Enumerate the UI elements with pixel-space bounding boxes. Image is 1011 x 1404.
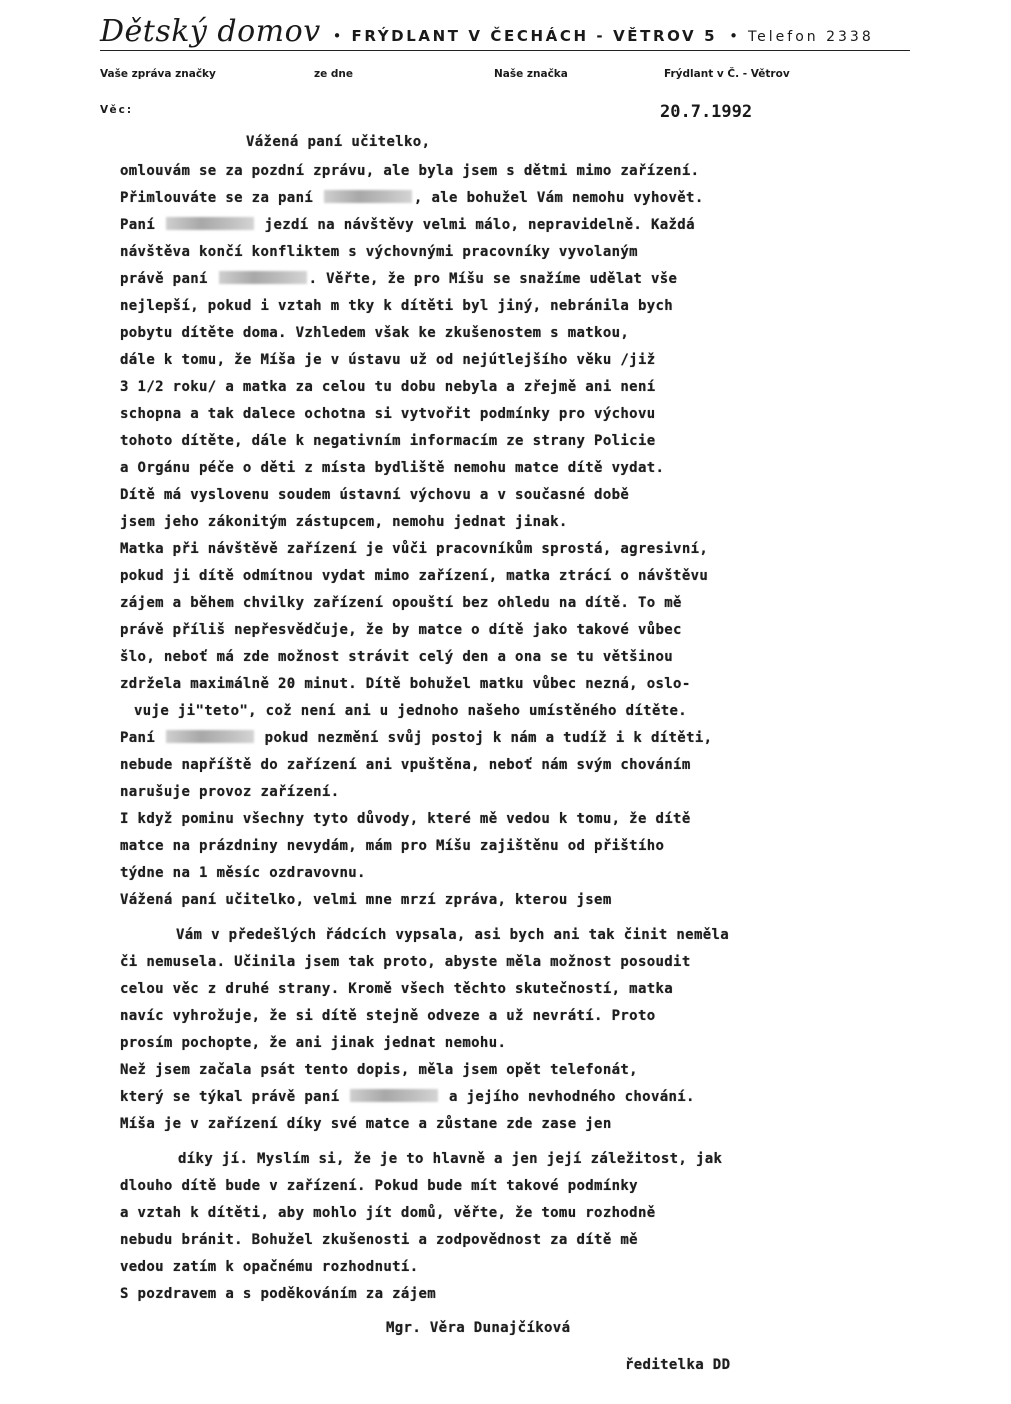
field-subject: Věc: [100, 104, 134, 116]
letter-line [120, 838, 664, 854]
line-text: jsem jeho zákonitým zástupcem, nemohu jednat jinak. [120, 514, 568, 530]
letter-line [386, 1320, 570, 1336]
letter-line [120, 1178, 638, 1194]
letter-line [120, 649, 673, 665]
line-text: Vážená paní učitelko, velmi mne mrzí zpráva, kterou jsem [120, 892, 612, 908]
line-text: pokud nezmění svůj postoj k nám a tudíž i k dítěti, [255, 730, 713, 746]
line-text: Paní [120, 730, 164, 746]
line-text: pobytu dítěte doma. Vzhledem však ke zkušenostem s matkou, [120, 325, 630, 341]
line-text: nejlepší, pokud i vztah m tky k dítěti byl jiný, nebránila bych [120, 298, 674, 314]
letter-line [120, 163, 699, 179]
line-text: prosím pochopte, že ani jinak jednat nemohu. [120, 1035, 507, 1051]
line-text: Matka při návštěvě zařízení je vůči pracovníkům sprostá, agresivní, [120, 541, 709, 557]
letter-line [246, 134, 430, 150]
line-text: vuje ji"teto", což není ani u jednoho našeho umístěného dítěte. [134, 703, 688, 719]
letter-line [120, 568, 708, 584]
letter-line [120, 757, 691, 773]
line-text: navíc vyhrožuje, že si dítě stejně odveze a už nevrátí. Proto [120, 1008, 656, 1024]
letter-line [120, 487, 629, 503]
letter-line [120, 1259, 418, 1275]
line-text: celou věc z druhé strany. Kromě všech těchto skutečností, matka [120, 981, 674, 997]
letter-line [120, 892, 612, 908]
letter-line [120, 1232, 638, 1248]
letter-line [178, 1151, 722, 1167]
letter-line [120, 325, 629, 341]
line-text: šlo, neboť má zde možnost strávit celý den a ona se tu většinou [120, 649, 674, 665]
line-text: a jejího nevhodného chování. [440, 1089, 695, 1105]
separator-dot: • [729, 27, 738, 45]
letter-line [120, 1116, 612, 1132]
line-text: návštěva končí konfliktem s výchovnými pracovníky vyvolaným [120, 244, 638, 260]
letter-line [120, 1008, 656, 1024]
letter-line [120, 1205, 656, 1221]
letter-line [120, 379, 656, 395]
line-text: či nemusela. Učinila jsem tak proto, abyste měla možnost posoudit [120, 954, 691, 970]
line-text: jezdí na návštěvy velmi málo, nepravidelně. Každá [255, 217, 695, 233]
redacted-name [219, 271, 307, 284]
line-text: ředitelka DD [625, 1357, 731, 1373]
letterhead [100, 14, 910, 51]
line-text: Vám v předešlých řádcích vypsala, asi bych ani tak činit neměla [176, 927, 730, 943]
line-text: Vážená paní učitelko, [246, 134, 431, 150]
letter-line [120, 271, 677, 287]
letter-line [625, 1357, 730, 1373]
line-text: a Orgánu péče o děti z místa bydliště nemohu matce dítě vydat. [120, 460, 665, 476]
line-text: právě paní [120, 271, 217, 287]
line-text: omlouvám se za pozdní zprávu, ale byla jsem s dětmi mimo zařízení. [120, 163, 700, 179]
letter-line [120, 244, 638, 260]
line-text: 3 1/2 roku/ a matka za celou tu dobu nebyla a zřejmě ani není [120, 379, 656, 395]
letter-line [176, 927, 729, 943]
letter-line [120, 190, 704, 206]
line-text: který se týkal právě paní [120, 1089, 349, 1105]
letter-line [120, 406, 656, 422]
line-text: vedou zatím k opačnému rozhodnutí. [120, 1259, 419, 1275]
line-text: zájem a během chvilky zařízení opouští bez ohledu na dítě. To mě [120, 595, 682, 611]
line-text: , ale bohužel Vám nemohu vyhovět. [413, 190, 704, 206]
line-text: narušuje provoz zařízení. [120, 784, 340, 800]
letter-line [120, 981, 673, 997]
line-text: dále k tomu, že Míša je v ústavu už od nejútlejšího věku /již [120, 352, 656, 368]
line-text: Paní [120, 217, 164, 233]
redacted-name [350, 1089, 438, 1102]
line-text: I když pominu všechny tyto důvody, které mě vedou k tomu, že dítě [120, 811, 691, 827]
line-text: Mgr. Věra Dunajčíková [386, 1320, 571, 1336]
letter-line [134, 703, 687, 719]
letter-line [120, 217, 695, 233]
line-text: díky jí. Myslím si, že je to hlavně a jen její záležitost, jak [178, 1151, 723, 1167]
line-text: týdne na 1 měsíc ozdravovnu. [120, 865, 366, 881]
letter-line [120, 1286, 436, 1302]
line-text: S pozdravem a s poděkováním za zájem [120, 1286, 437, 1302]
letter-line [120, 1035, 506, 1051]
letter-line [120, 784, 339, 800]
letter-line [120, 352, 656, 368]
letter-line [120, 622, 682, 638]
redacted-name [166, 217, 254, 230]
letter-line [120, 811, 691, 827]
line-text: Dítě má vyslovenu soudem ústavní výchovu a v současné době [120, 487, 630, 503]
redacted-name [166, 730, 254, 743]
redacted-name [324, 190, 412, 203]
line-text: nebudu bránit. Bohužel zkušenosti a zodpovědnost za dítě mě [120, 1232, 638, 1248]
line-text: právě příliš nepřesvědčuje, že by matce o dítě jako takové vůbec [120, 622, 682, 638]
letter-date: 20.7.1992 [660, 102, 753, 122]
field-our-ref: Naše značka [494, 68, 568, 80]
line-text: tohoto dítěte, dále k negativním informacím ze strany Policie [120, 433, 656, 449]
letter-line [120, 595, 682, 611]
line-text: . Věřte, že pro Míšu se snažíme udělat vše [308, 271, 678, 287]
field-of-date: ze dne [314, 68, 354, 80]
institution-address: FRÝDLANT V ČECHÁCH - VĚTROV 5 [351, 27, 718, 45]
line-text: schopna a tak dalece ochotna si vytvořit podmínky pro výchovu [120, 406, 656, 422]
line-text: dlouho dítě bude v zařízení. Pokud bude mít takové podmínky [120, 1178, 638, 1194]
letter-line [120, 298, 673, 314]
field-your-ref: Vaše zpráva značky [100, 68, 216, 80]
letter-line [120, 460, 664, 476]
letter-line [120, 433, 656, 449]
line-text: Než jsem začala psát tento dopis, měla jsem opět telefonát, [120, 1062, 638, 1078]
letter-line [120, 1062, 638, 1078]
institution-phone: Telefon 2338 [747, 29, 874, 45]
letter-line [120, 1089, 695, 1105]
letter-line [120, 730, 712, 746]
letter-line [120, 954, 691, 970]
line-text: Přimlouváte se za paní [120, 190, 322, 206]
letter-line [120, 541, 708, 557]
line-text: nebude napříště do zařízení ani vpuštěna, neboť nám svým chováním [120, 757, 691, 773]
line-text: a vztah k dítěti, aby mohlo jít domů, věřte, že tomu rozhodně [120, 1205, 656, 1221]
line-text: Míša je v zařízení díky své matce a zůstane zde zase jen [120, 1116, 612, 1132]
line-text: pokud ji dítě odmítnou vydat mimo zařízení, matka ztrácí o návštěvu [120, 568, 709, 584]
letter-line [120, 865, 366, 881]
line-text: zdržela maximálně 20 minut. Dítě bohužel matku vůbec nezná, oslo- [120, 676, 691, 692]
separator-dot: • [332, 27, 342, 45]
letter-line [120, 676, 691, 692]
line-text: matce na prázdniny nevydám, mám pro Míšu zajištěnu od přištího [120, 838, 665, 854]
letter-line [120, 514, 568, 530]
field-place: Frýdlant v Č. - Větrov [664, 68, 790, 80]
institution-name: Dětský domov [100, 14, 321, 49]
